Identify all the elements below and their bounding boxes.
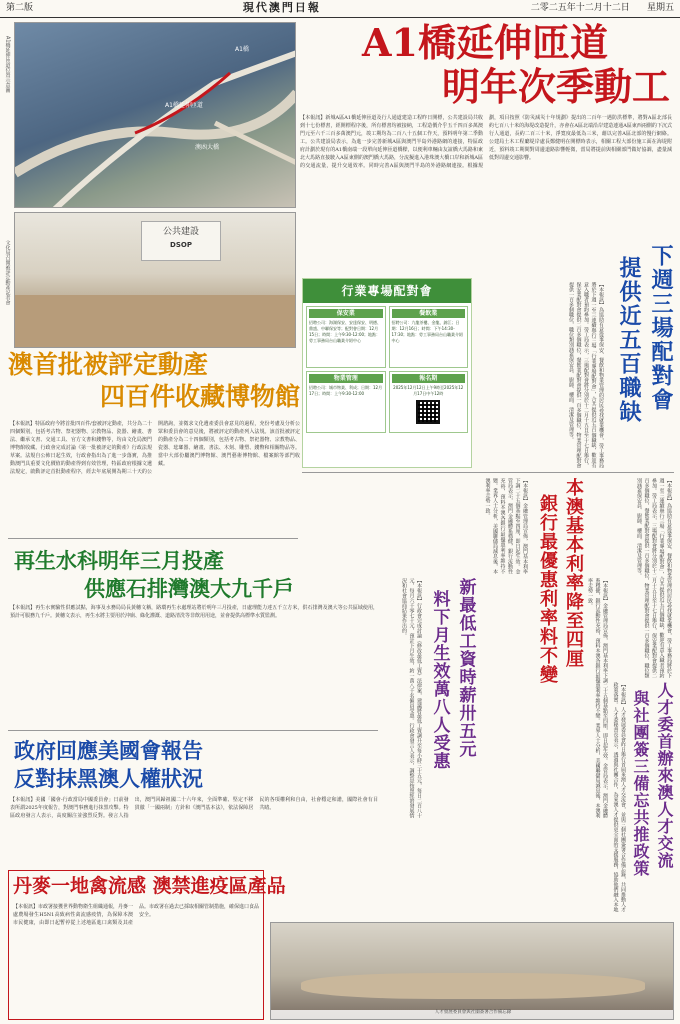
museum-article-body: 【本報訊】特區政府今將首批四百件/套被評定動產，共分為二十四個類別，包括考古物、祭祀器物、宗教物品、瓷器、繪畫、書法、繼承文書、交通工具、官方文書和錢幣等，均由文化局澳門博物館收藏。行政會完成討論《第一批被評定的動產》行政法規草案。法規自公佈日起生效，行政會指出為了進一步落實，為推動澳門具重要文化價值的動產得到有效管理，特區政府根據文遺法規定，啟動評定首批動產程序，經去年底展開為期三十天的公開諮詢，並徵求文化遺產委員會意見的過程，充份考慮及分析公眾和委員會的意見後，將被評定的動產列入法規。該首批被評定的動產分為二十四個類別，包括考古物、祭祀器物、宗教物品、瓷器、琺瑯器、繪畫、書法、木刻、雕塑、錢幣和相關物品等。當中大部份屬澳門博物館、澳門藝術博物館、檔案館等部門收藏。 [10,421,300,475]
prime-headline-line2: 銀行最優惠利率料不變 [537,494,558,684]
water-headline-line1: 再生水科明年三月投產 [14,548,224,573]
jobfair-poster [302,278,472,468]
wage-article-body: 【本報訊】行政會完成討論《修改最低工資》法律案，建議將最低工資調升至每小時三十五元，每日二百八十元，每月六千零七十元，預計下月生效，約一萬八千名僱員受惠。行政會發言人表示，調整是按照經濟發展情況和社會協商結果作出的。 [401,578,422,818]
usreport-article-body: 【本報訊】美國「國會-行政當局中國委員會」日前發表所謂2025年度報告，對澳門事務進行抹黑攻擊。特區政府發言人表示，高度關注並強烈反對。發言人指出，澳門回歸祖國二十六年來，全面準確、堅定不移貫徹「一國兩制」方針和《澳門基本法》，依法保障居民的各項權利和自由，社會穩定和諧，國際社會有目共睹。 [10,797,378,819]
a1-bridge-map-svg [15,23,296,208]
dsop-sign-abbr: DSOP [170,240,192,249]
event-table [301,973,645,999]
plague-headline-line2: 澳禁進疫區產品 [152,875,286,897]
poster-cell-security: 保安業 招聘公司：海湖保安、安達保安、明德、鼎盛、中聯保安等；配對會日期：12月15日；時間：上午9:30-12:00；地點：勞工事務局台山職業介紹中心 [306,306,386,368]
poster-cell-catering: 餐飲業 招聘公司：九龍茶樓、金龍、錦江；日期：12月16日；時間：下午14:30-17:30；地點：勞工事務局台山職業介紹中心 [389,306,469,368]
poster-cell-catering-title: 餐飲業 [392,309,466,318]
talent-event-photo [270,922,674,1020]
talent-article-body: 【本報訊】人才發展委員會昨日舉行首屆來澳人才交流會，並與三個社團簽署合作備忘錄，共同推動人才政策落實。人才委秘書長表示，透過與社團合作，為來澳人才提供更全面的支援服務，協助他們融入本地 [612,682,626,912]
press-table [15,295,296,348]
plague-box [8,870,286,1020]
museum-photo-caption: 文化局召開被評定動產記者會 [4,240,11,305]
wage-headline-line1: 新最低工資時薪卅五元 [455,578,476,758]
dsop-sign-text: 公共建設 [162,227,199,237]
talent-headline-line2: 與社團簽三備忘共推政策 [631,690,650,877]
museum-headline-line1: 澳首批被評定動產 [8,350,209,379]
jobfair-headline-line1: 下週三場配對會 [648,244,674,412]
prime-article-continued: 【本報訊】金融管理局宣佈，澳門基本利率下調二十五個基點至四厘，即日起生效。金管局表示，澳門金融體系穩健，銀行流動性充裕，預料本澳各銀行最優惠利率維持不變。業界人士分析，美國聯儲局減息後，本澳利率走勢一致。 [587,578,608,818]
issue-weekday: 星期五 [646,2,674,13]
plague-article-body: 【本報訊】市政署接獲世界動物衛生組織通報，丹麥一處農場發生H5N1高致病性禽流感疫情，為保障本澳市民健康，由即日起暫停從上述地區進口禽類及其產品。市政署在過去已採取相關管制措施，確保進口食品安全。 [13,904,259,926]
water-article-body: 【本報訊】再生水實驗性供應試點，海事及水務局局長黃穗文稱，路環再生水處理站將於明年三月投產，日處理能力達五千立方米，供石排灣及澳大等公共區域使用，預計可服務九千戶。黃穗文表示，再生水將主要用於沖廁、綠化灌溉、道路清洗等非飲用用途，並會提供高標準水質監測。 [10,605,378,619]
museum-press-photo [14,212,296,348]
jobfair-article-body: 【本報訊】為協助有意從事保安、餐飲和物業管理的居民尋找就業機會，勞工事務局將於下週一至三連續舉行三場「行業專場配對會」，合共提供近五百個職缺，歡迎有意入職者預約參加。勞工局表示，三場配對會將分別於十二月十五日至十七日舉行，保安業配對會提供二百多個職位，餐飲業配對會提供一百多個職位，物業管理配對會提供一百多個職位，職位類別涵蓋保安員、廚師、樓面、清潔及管理等。 [568,282,604,468]
poster-register-title: 報名期 [392,374,466,383]
poster-register: 報名期 2025年12月12日上午9時至2025年12月17日中午12時 [389,371,469,433]
a1-photo-caption: A1橋延伸匝道位置示意圖 [4,36,11,93]
poster-cell-property-title: 物業管理 [309,374,383,383]
a1-headline-line1: A1橋延伸匝道 [362,20,608,65]
talent-headline-line1: 人才委首辦來澳人才交流 [655,682,674,869]
plague-headline-line1: 丹麥一地禽流感 [13,875,147,897]
issue-date: 二零二五年十二月十二日 [530,2,630,13]
prime-article-body: 【本報訊】金融管理局宣佈，澳門基本利率下調二十五個基點至四厘，即日起生效。金管局表示，澳門金融體系穩健，銀行流動性充裕，預料本澳各銀行最優惠利率維持不變。業界人士分析，美國聯儲局減息後，本澳利率走勢一致。 [484,478,528,574]
masthead [0,0,680,18]
dsop-sign [141,221,221,261]
map-label-bridge: 澳凼大橋 [195,144,220,151]
a1-headline-line2: 明年次季動工 [441,64,670,109]
jobfair-headline-line2: 提供近五百職缺 [616,256,642,424]
map-label-a1: A1橋 [235,46,249,53]
a1-article-body: 【本報訊】新城A區A1橋延伸匝道及行人通道建造工程昨日開標，公共建設局共收到十七份標書，經開標程序後，所有標書均被接納，工程造價介乎五千四百多萬澳門元至六千三百多萬澳門元，竣工期均為二百八十五個工作天，預料明年第二季動工。公共建設局表示，為進一步完善新城A區與澳門半島外港路網的連接，特區政府計劃於現有的A1橋南端一段單向延伸匝道橋樑，以便利車輛由友誼橋大馬路和東北大馬路直接駛入A區東側的澳門橋大馬路，分流擬進入港珠澳大橋口岸和新城A區的交通流量，提升交通效率。同時完善A區與澳門半島的外港路網連接。根據規劃，項目按照《防災減災十年規劃》提出的二百年一遇防洪標準，將對A區北部長約七百八十米的海堤改造提升，亦會在A區北端沿岸建造連通A區東西兩側的下沉式行人通道，長約二百三十米，淨寬度最低為三米，藉以完善A區北部的慢行網絡。公建局土木工程廳堤岸處長鄭健明在開標時表示，相關工程大部份施工面在海堤附近，預料竣工期間對周邊道路影響輕微，當局將提前與相關部門做好協調，盡量減低對周邊交通影響。 [300,115,672,169]
qr-code-icon[interactable] [416,400,440,424]
water-headline-line2: 供應石排灣澳大九千戶 [84,576,294,601]
talent-photo-caption: 人才發展委員會與社團簽署合作備忘錄 [271,1010,674,1019]
usreport-headline-line2: 反對抹黑澳人權狀況 [14,766,203,791]
prime-headline-line1: 本澳基本利率降至四厘 [563,478,584,668]
usreport-headline-line1: 政府回應美國會報告 [14,738,203,763]
poster-cell-property: 物業管理 招聘公司：城市物業、利成；日期：12月17日；時間：上午9:30-12:00 [306,371,386,433]
poster-banner: 行業專場配對會 [303,279,471,303]
wage-headline-line2: 料下月生效萬八人受惠 [429,590,450,770]
jobfair-article-continued: 【本報訊】為協助有意從事保安、餐飲和物業管理的居民尋找就業機會，勞工事務局將於下週一至三連續舉行三場「行業專場配對會」，合共提供近五百個職缺，歡迎有意入職者預約參加。勞工局表示，三場配對會將分別於十二月十五日至十七日舉行，保安業配對會提供二百多個職位，餐飲業配對會提供一百多個職位，物業管理配對會提供一百多個職位，職位類別涵蓋保安員、廚師、樓面、清潔及管理等。 [636,478,672,678]
a1-bridge-photo [14,22,296,208]
museum-headline-line2: 四百件收藏博物館 [99,382,300,411]
map-label-ramp: A1橋延伸匝道 [165,102,203,109]
newspaper-title: 現代澳門日報 [242,1,321,15]
section-label: 第二版 [6,2,34,13]
poster-cell-security-title: 保安業 [309,309,383,318]
